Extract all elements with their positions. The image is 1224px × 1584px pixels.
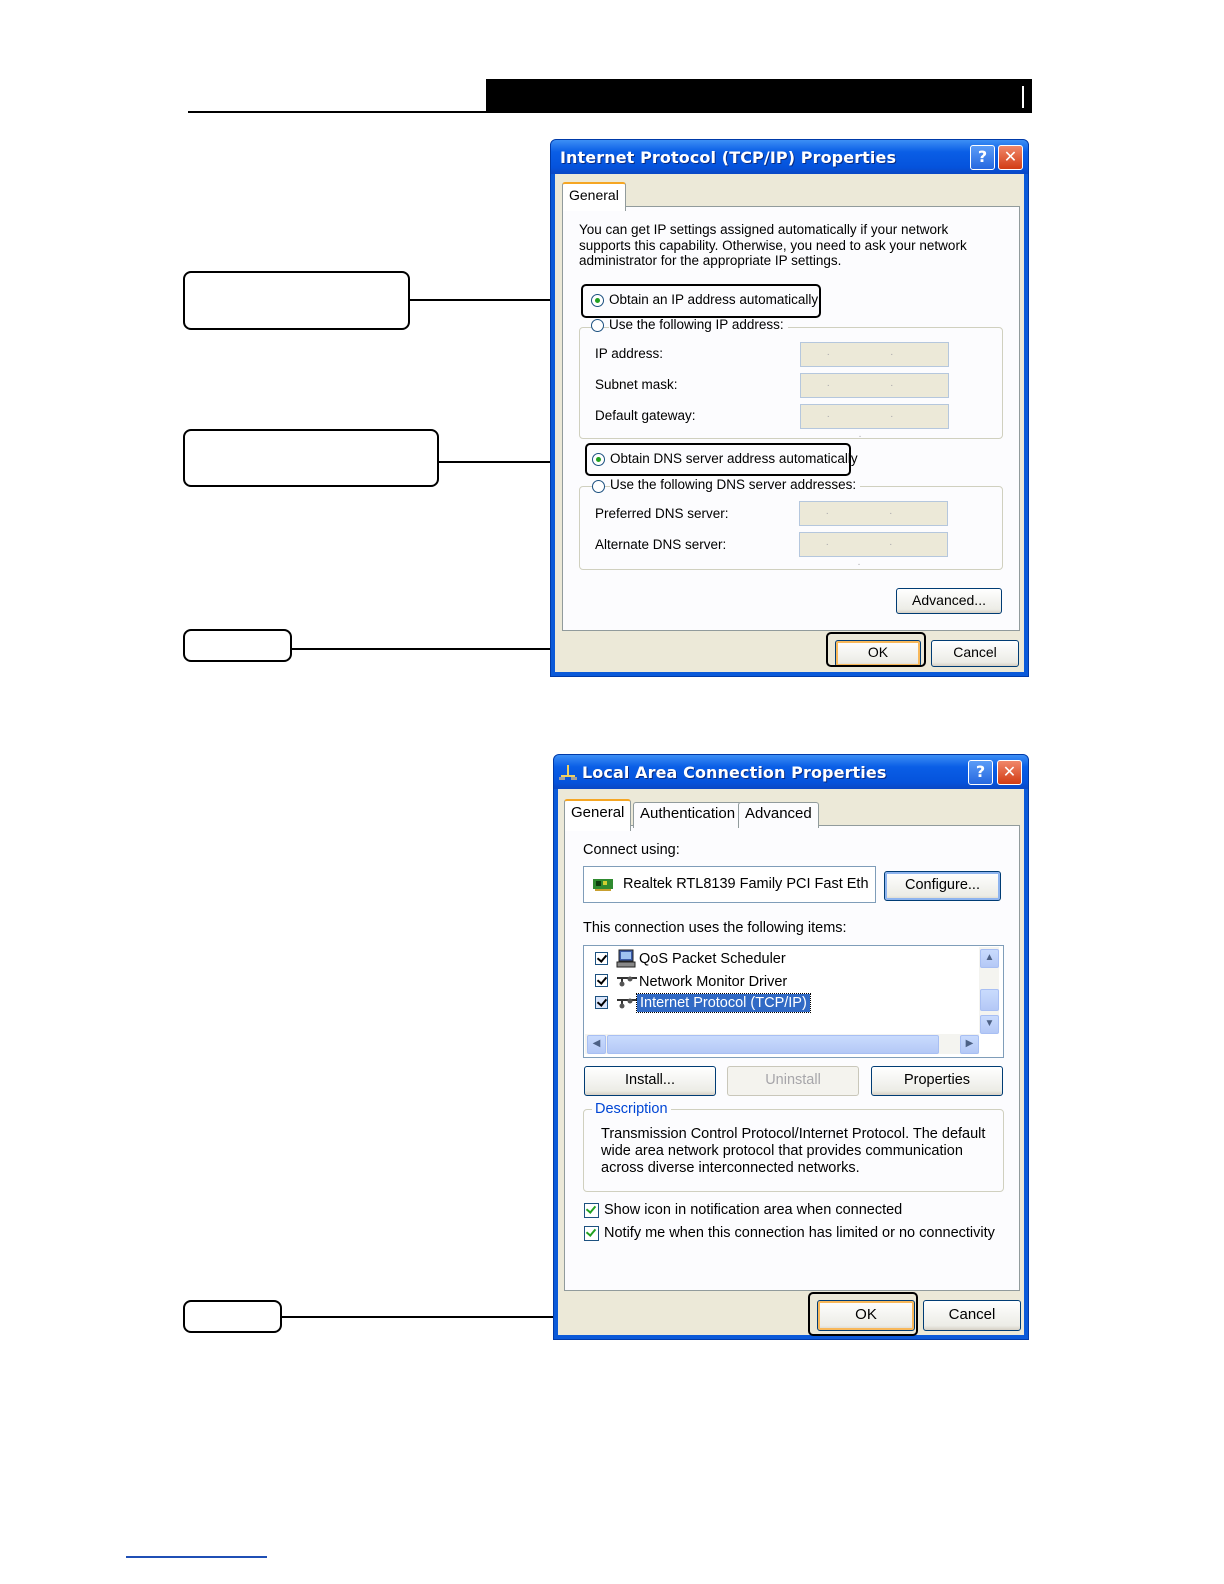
notify-checkbox[interactable] [584, 1226, 599, 1241]
properties-button[interactable]: Properties [871, 1066, 1003, 1096]
description-label: Description [592, 1101, 671, 1117]
close-icon[interactable]: ✕ [998, 145, 1023, 170]
default-gateway-field: . . . [800, 404, 949, 429]
preferred-dns-field: . . [799, 501, 948, 526]
scroll-right-icon[interactable]: ▶ [960, 1035, 979, 1054]
use-dns-label[interactable]: Use the following DNS server addresses: [610, 477, 860, 492]
ok-button[interactable]: OK [835, 640, 921, 667]
help-icon[interactable]: ? [968, 760, 993, 785]
scroll-down-icon[interactable]: ▼ [980, 1015, 999, 1034]
scroll-thumb[interactable] [980, 989, 999, 1011]
header-bar [486, 79, 1032, 113]
window-title: Internet Protocol (TCP/IP) Properties [560, 148, 897, 167]
static-dns-group [579, 486, 1003, 570]
install-button[interactable]: Install... [584, 1066, 716, 1096]
advanced-button[interactable]: Advanced... [896, 588, 1002, 614]
horizontal-scrollbar[interactable] [585, 1034, 979, 1054]
ip-address-field: . . [800, 342, 949, 367]
show-icon-checkbox[interactable] [584, 1203, 599, 1218]
footer-rule [126, 1556, 267, 1558]
highlight-obtain-dns [585, 443, 851, 476]
tab-authentication[interactable]: Authentication [633, 802, 742, 828]
list-item-netmon[interactable]: Network Monitor Driver [639, 974, 788, 990]
use-dns-radio[interactable] [592, 480, 605, 493]
adapter-name: Realtek RTL8139 Family PCI Fast Eth [623, 876, 869, 892]
highlight-ok-1 [826, 632, 926, 667]
network-card-icon [593, 878, 615, 892]
protocol-icon [616, 975, 638, 987]
title-bar [551, 140, 1028, 174]
scroll-left-icon[interactable]: ◀ [587, 1035, 606, 1054]
callout-box-ip [183, 271, 410, 330]
computer-icon [616, 949, 636, 969]
adapter-box [583, 866, 876, 903]
notify-label[interactable]: Notify me when this connection has limited or no connectivity [604, 1225, 995, 1241]
tcpip-properties-window [550, 139, 1029, 677]
preferred-dns-label: Preferred DNS server: [595, 506, 729, 521]
use-ip-radio[interactable] [591, 319, 604, 332]
scroll-thumb-horizontal[interactable] [607, 1035, 939, 1054]
item-checkbox-tcpip[interactable] [595, 996, 608, 1009]
dialog-client-area [558, 789, 1024, 1335]
list-item-qos[interactable]: QoS Packet Scheduler [639, 951, 786, 967]
vertical-scrollbar[interactable] [979, 947, 999, 1033]
lan-properties-window [553, 754, 1029, 1340]
uninstall-button: Uninstall [727, 1066, 859, 1096]
item-checkbox-qos[interactable] [595, 952, 608, 965]
dialog-client-area [555, 174, 1024, 672]
intro-text: You can get IP settings assigned automatically if your network supports this capability. Otherwise, you need to ask your network administrator for the appropriate IP settings. [579, 222, 967, 268]
header-rule [188, 111, 488, 113]
use-ip-label[interactable]: Use the following IP address: [609, 317, 788, 332]
description-text: Transmission Control Protocol/Internet Protocol. The default wide area network protocol that provides communication across diverse interconnected networks. [601, 1126, 986, 1176]
alternate-dns-field: . . . [799, 532, 948, 557]
scroll-up-icon[interactable]: ▲ [980, 949, 999, 968]
alternate-dns-label: Alternate DNS server: [595, 537, 727, 552]
help-icon[interactable]: ? [970, 145, 995, 170]
connect-using-label: Connect using: [583, 842, 680, 858]
list-item-tcpip-selected[interactable]: Internet Protocol (TCP/IP) [637, 994, 810, 1012]
tab-general[interactable]: General [562, 182, 626, 211]
highlight-ok-2 [808, 1292, 918, 1336]
tab-advanced[interactable]: Advanced [738, 802, 819, 828]
ip-address-label: IP address: [595, 346, 664, 361]
window-title: Local Area Connection Properties [582, 763, 887, 782]
default-gateway-label: Default gateway: [595, 408, 696, 423]
obtain-ip-label[interactable]: Obtain an IP address automatically [609, 292, 819, 307]
header-tick [1022, 86, 1024, 108]
network-connection-icon [559, 764, 577, 782]
items-label: This connection uses the following items: [583, 920, 847, 936]
obtain-dns-label[interactable]: Obtain DNS server address automatically [610, 451, 858, 466]
cancel-button[interactable]: Cancel [931, 640, 1019, 667]
configure-button[interactable]: Configure... [884, 871, 1001, 901]
callout-box-dns [183, 429, 439, 487]
callout-box-ok-2 [183, 1300, 282, 1333]
tab-general[interactable]: General [564, 799, 631, 831]
item-checkbox-netmon[interactable] [595, 974, 608, 987]
subnet-mask-label: Subnet mask: [595, 377, 678, 392]
cancel-button[interactable]: Cancel [923, 1300, 1021, 1331]
highlight-obtain-ip [581, 284, 821, 318]
callout-box-ok-1 [183, 629, 292, 662]
components-list[interactable] [583, 945, 1004, 1058]
title-bar [554, 755, 1028, 789]
show-icon-label[interactable]: Show icon in notification area when connected [604, 1202, 903, 1218]
close-icon[interactable]: ✕ [997, 760, 1022, 785]
subnet-mask-field: . . [800, 373, 949, 398]
ok-button[interactable]: OK [817, 1300, 915, 1331]
protocol-icon [616, 997, 638, 1009]
